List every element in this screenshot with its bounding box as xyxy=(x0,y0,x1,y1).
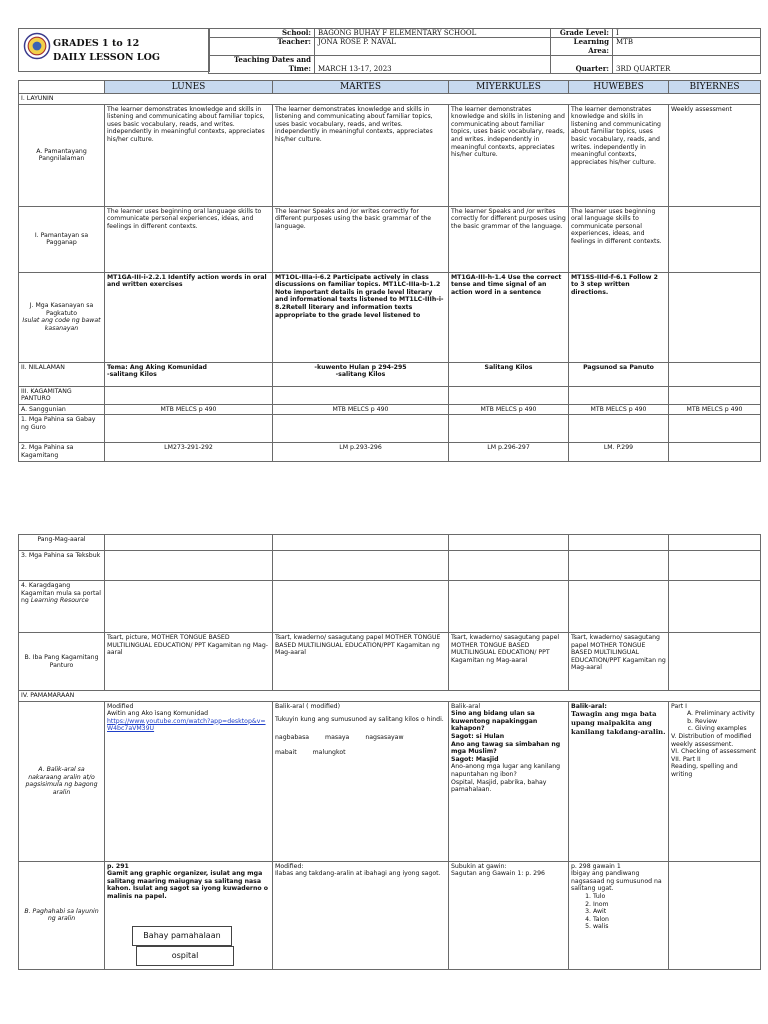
info-table xyxy=(208,28,761,74)
row-label-teksbuk: 3. Mga Pahina sa Teksbuk xyxy=(19,551,105,581)
header-title xyxy=(53,37,160,65)
dates-label xyxy=(209,56,315,74)
n1-line2: -salitang Kilos xyxy=(107,371,157,379)
cell-pb4 xyxy=(569,861,669,969)
area-value: MTB xyxy=(613,38,761,56)
cell-pa4 xyxy=(569,701,669,861)
cell-b1: The learner uses beginning oral language skills to communicate personal experiences, ideas, and feelings in different contexts. xyxy=(105,206,273,272)
graphic-organizer-box-bahay-pamahalaan: Bahay pamahalaan xyxy=(132,926,232,946)
pa1-line1: Modified xyxy=(107,702,134,710)
row-label-iba-pang-kagamitang: B. Iba Pang Kagamitang Panturo xyxy=(19,633,105,691)
cell-kg2 xyxy=(273,581,449,633)
pa2-line2: Tukuyin kung ang sumusunod ay salitang kilos o hindi. xyxy=(275,716,444,724)
graphic-organizer-box-ospital: ospital xyxy=(136,946,234,966)
pb4-line1: p. 298 gawain 1 xyxy=(571,862,621,870)
pa4-line2: Tawagin ang mga bata upang maipakita ang kanilang takdang-aralin. xyxy=(571,710,666,737)
cell-n1 xyxy=(105,362,273,386)
cell-k4 xyxy=(569,386,669,404)
pa5-list xyxy=(671,710,758,733)
teacher-value: JONA ROSE P. NAVAL xyxy=(315,38,551,56)
pb3-line2: Sagutan ang Gawain 1: p. 296 xyxy=(451,870,545,878)
cell-m1: LM273-291-292 xyxy=(105,443,273,461)
cell-pa5 xyxy=(669,701,761,861)
pb4-item: 1. Tulo xyxy=(593,893,666,901)
kasanayan-note: Isulat ang code ng bawat kasanayan xyxy=(22,317,101,332)
cell-c5 xyxy=(669,272,761,362)
cell-k2 xyxy=(273,386,449,404)
cell-iba2: Tsart, kwaderno/ sasagutang papel MOTHER TONGUE BASED MULTILINGUAL EDUCATION/PPT Kagamitan ng Mag-aaral xyxy=(273,633,449,691)
cell-pb3 xyxy=(449,861,569,969)
pa3-line3: Sagot: si Hulan xyxy=(451,732,505,740)
youtube-link[interactable]: https://www.youtube.com/watch?app=desktop&v=W4bc7aVM39U xyxy=(107,717,266,733)
cell-pa3 xyxy=(449,701,569,861)
school-value: BAGONG BUHAY F ELEMENTARY SCHOOL xyxy=(315,29,551,38)
row-label-paghahabi: B. Paghahabi sa layunin ng aralin xyxy=(19,861,105,969)
cell-s5: MTB MELCS p 490 xyxy=(669,404,761,415)
teacher-label: Teacher: xyxy=(209,38,315,56)
day-lunes: LUNES xyxy=(105,81,273,94)
cell-pa1 xyxy=(105,701,273,861)
row-label-nilalaman: II. NILALAMAN xyxy=(19,362,105,386)
n1-line1: Tema: Ang Aking Komunidad xyxy=(107,363,207,371)
cell-t4 xyxy=(569,551,669,581)
cell-s4: MTB MELCS p 490 xyxy=(569,404,669,415)
pa3-line5: Sagot: Masjid xyxy=(451,755,499,763)
cell-g1 xyxy=(105,415,273,443)
cell-k5 xyxy=(669,386,761,404)
pa4-line1: Balik-aral: xyxy=(571,702,607,710)
day-biyernes: BIYERNES xyxy=(669,81,761,94)
row-label-kagamitang-panturo: III. KAGAMITANG PANTURO xyxy=(19,386,105,404)
cell-b4: The learner uses beginning oral language skills to communicate personal experiences, ideas, and feelings in different contexts. xyxy=(569,206,669,272)
pa5-vi: VI. Checking of assessment xyxy=(671,748,757,756)
cell-m5 xyxy=(669,443,761,461)
cell-c4: MT1SS-IIId-f-6.1 Follow 2 to 3 step written directions. xyxy=(569,272,669,362)
cell-a4: The learner demonstrates knowledge and skills in listening and communicating about familiar topics, uses basic vocabulary, reads, and writes. independently in meaningful contexts, appreciates his/her culture. xyxy=(569,104,669,206)
cell-pa2 xyxy=(273,701,449,861)
row-label-kagamitang-mag-aaral: 2. Mga Pahina sa Kagamitang xyxy=(19,443,105,461)
cell-n2 xyxy=(273,362,449,386)
section-pamamaraan: IV. PAMAMARAAN xyxy=(19,691,761,702)
cell-kg3 xyxy=(449,581,569,633)
cell-n5 xyxy=(669,362,761,386)
day-martes: MARTES xyxy=(273,81,449,94)
cell-c3: MT1GA-III-h-1.4 Use the correct tense and time signal of an action word in a sentence xyxy=(449,272,569,362)
row-label-pamantayan-sa-pagganap: I. Pamantayan sa Pagganap xyxy=(19,206,105,272)
cell-m2: LM p.293-296 xyxy=(273,443,449,461)
cell-s1: MTB MELCS p 490 xyxy=(105,404,273,415)
pb1-line2: Gamit ang graphic organizer, isulat ang mga salitang maaring maiugnay sa salitang nasa kahon. Isulat ang sagot sa iyong kuwaderno o malinis na papel. xyxy=(107,870,269,900)
n2-line1: -kuwento Hulan p 294-295 xyxy=(314,363,407,371)
pa2-words1: nagbabasa masaya nagsasayaw xyxy=(275,733,404,741)
pb4-line2: Ibigay ang pandiwang nagsasaad ng sumusunod na salitang ugat. xyxy=(571,870,662,893)
pa3-line2: Sino ang bidang ulan sa kuwentong napakinggan kahapon? xyxy=(451,710,538,733)
lesson-table-part2 xyxy=(18,534,761,970)
pa5-v: V. Distribution of modified weekly assessment. xyxy=(671,732,752,748)
day-huwebes: HUWEBES xyxy=(569,81,669,94)
cell-g5 xyxy=(669,415,761,443)
deped-seal-icon xyxy=(23,32,51,60)
pa2-words2: mabait malungkot xyxy=(275,749,346,757)
row-label-mag-aaral-cont: Pang-Mag-aaral xyxy=(19,535,105,551)
pa3-line7: Ospital, Masjid, pabrika, bahay pamahalaan. xyxy=(451,778,547,794)
pa3-line6: Ano-anong mga lugar ang kanilang napuntahan ng ibon? xyxy=(451,763,561,778)
pa3-line4: Ano ang tawag sa simbahan ng mga Muslim? xyxy=(451,740,561,756)
row-label-balik-aral: A. Balik-aral sa nakaraang aralin at/o pagsisimula ng bagong aralin xyxy=(19,701,105,861)
kag-label: 4. Karagdagang Kagamitan mula sa portal ng xyxy=(21,582,101,605)
cell-a1: The learner demonstrates knowledge and skills in listening and communicating about familiar topics, uses basic vocabulary, reads, and writes. independently in meaningful contexts, appreciates his/her culture. xyxy=(105,104,273,206)
row-label-kasanayan xyxy=(19,272,105,362)
cell-n3: Salitang Kilos xyxy=(449,362,569,386)
school-label: School: xyxy=(209,29,315,38)
cell-c1: MT1GA-III-i-2.2.1 Identify action words in oral and written exercises xyxy=(105,272,273,362)
pa5-item: A. Preliminary activity xyxy=(695,710,758,718)
dates-label-line1: Teaching Dates and xyxy=(233,55,311,65)
kasanayan-label: J. Mga Kasanayan sa Pagkatuto xyxy=(29,301,94,317)
n2-line2: -salitang Kilos xyxy=(335,371,386,379)
cell-m4: LM. P.299 xyxy=(569,443,669,461)
cell-g2 xyxy=(273,415,449,443)
pb4-item: 3. Awit xyxy=(593,908,666,916)
cell-pb2 xyxy=(273,861,449,969)
lesson-table-part1 xyxy=(18,80,761,462)
pb4-item: 4. Talon xyxy=(593,916,666,924)
corner-cell xyxy=(19,81,105,94)
area-label: Learning Area: xyxy=(551,38,613,56)
cell-g3 xyxy=(449,415,569,443)
row-label-gabay-ng-guro: 1. Mga Pahina sa Gabay ng Guro xyxy=(19,415,105,443)
cell-g4 xyxy=(569,415,669,443)
cell-kg5 xyxy=(669,581,761,633)
day-miyerkules: MIYERKULES xyxy=(449,81,569,94)
pa5-viii: Reading, spelling and writing xyxy=(671,763,738,778)
cell-p5 xyxy=(669,535,761,551)
cell-iba5 xyxy=(669,633,761,691)
cell-p4 xyxy=(569,535,669,551)
header-title-line2: DAILY LESSON LOG xyxy=(53,52,160,63)
grade-value: I xyxy=(613,29,761,38)
cell-p1 xyxy=(105,535,273,551)
section-layunin: I. LAYUNIN xyxy=(19,94,761,105)
cell-t3 xyxy=(449,551,569,581)
cell-b3: The learner Speaks and /or writes correctly for different purposes using the basic grammar of the language. xyxy=(449,206,569,272)
quarter-label: Quarter: xyxy=(551,56,613,74)
row-label-sanggunian: A. Sanggunian xyxy=(19,404,105,415)
header-title-line1: GRADES 1 to 12 xyxy=(53,38,140,49)
cell-n4: Pagsunod sa Panuto xyxy=(569,362,669,386)
pa3-line1: Balik-aral xyxy=(451,702,481,710)
grade-label: Grade Level: xyxy=(551,29,613,38)
cell-a3: The learner demonstrates knowledge and skills in listening and communicating about familiar topics, uses basic vocabulary, reads, and writes. independently in meaningful contexts, appreciates his/her culture. xyxy=(449,104,569,206)
pa1-line2: Awitin ang Ako ìsang Komunidad xyxy=(107,710,209,718)
row-label-pamantayang-pangnilalaman: A. Pamantayang Pangnilalaman xyxy=(19,104,105,206)
cell-kg1 xyxy=(105,581,273,633)
cell-p2 xyxy=(273,535,449,551)
cell-c2: MT1OL-IIIa-i-6.2 Participate actively in class discussions on familiar topics. MT1LC-IIIa-b-1.2 Note important details in grade level literary and informational texts listened to MT1LC-IIIh-i-8.2Retell literary and information texts appropriate to the grade level listened to xyxy=(273,272,449,362)
cell-k3 xyxy=(449,386,569,404)
row-label-karagdagang-kagamitan xyxy=(19,581,105,633)
cell-iba1: Tsart, picture, MOTHER TONGUE BASED MULTILINGUAL EDUCATION/ PPT Kagamitan ng Mag-aaral xyxy=(105,633,273,691)
cell-pb5 xyxy=(669,861,761,969)
cell-s3: MTB MELCS p 490 xyxy=(449,404,569,415)
cell-m3: LM p.296-297 xyxy=(449,443,569,461)
cell-kg4 xyxy=(569,581,669,633)
cell-iba3: Tsart, kwaderno/ sasagutang papel MOTHER TONGUE BASED MULTILINGUAL EDUCATION/ PPT Kagamitan ng Mag-aaral xyxy=(449,633,569,691)
pb3-line1: Subukin at gawin: xyxy=(451,862,507,870)
pa5-line1: Part I xyxy=(671,702,688,710)
cell-p3 xyxy=(449,535,569,551)
kag-note: Learning Resource xyxy=(30,597,89,605)
cell-t1 xyxy=(105,551,273,581)
dates-value: MARCH 13-17, 2023 xyxy=(315,56,551,74)
cell-iba4: Tsart, kwaderno/ sasagutang papel MOTHER TONGUE BASED MULTILINGUAL EDUCATION/PPT Kagamitan ng Mag-aaral xyxy=(569,633,669,691)
pb2-line1: Modified: xyxy=(275,862,304,870)
dates-label-line2: Time: xyxy=(288,63,311,73)
pa5-item: b. Review xyxy=(695,718,758,726)
cell-t2 xyxy=(273,551,449,581)
quarter-value: 3RD QUARTER xyxy=(613,56,761,74)
header-box xyxy=(18,28,210,72)
cell-t5 xyxy=(669,551,761,581)
pb4-item: 2. Inom xyxy=(593,901,666,909)
cell-b5 xyxy=(669,206,761,272)
pa5-item: c. Giving examples xyxy=(695,725,758,733)
pb4-item: 5. walis xyxy=(593,923,666,931)
pb2-line2: Ilabas ang takdang-aralin at ibahagi ang iyong sagot. xyxy=(275,870,441,878)
cell-a2: The learner demonstrates knowledge and skills in listening and communicating about familiar topics, uses basic vocabulary, reads, and writes. independently in meaningful contexts, appreciates his/her culture. xyxy=(273,104,449,206)
cell-b2: The learner Speaks and /or writes correctly for different purposes using the basic grammar of the language. xyxy=(273,206,449,272)
pa2-line1: Balik-aral ( modified) xyxy=(275,702,340,710)
pb1-line1: p. 291 xyxy=(107,862,129,870)
pb4-list xyxy=(571,893,666,931)
day-header-row xyxy=(19,81,761,94)
cell-a5: Weekly assessment xyxy=(669,104,761,206)
cell-s2: MTB MELCS p 490 xyxy=(273,404,449,415)
pa5-vii: VII. Part II xyxy=(671,755,701,763)
cell-k1 xyxy=(105,386,273,404)
